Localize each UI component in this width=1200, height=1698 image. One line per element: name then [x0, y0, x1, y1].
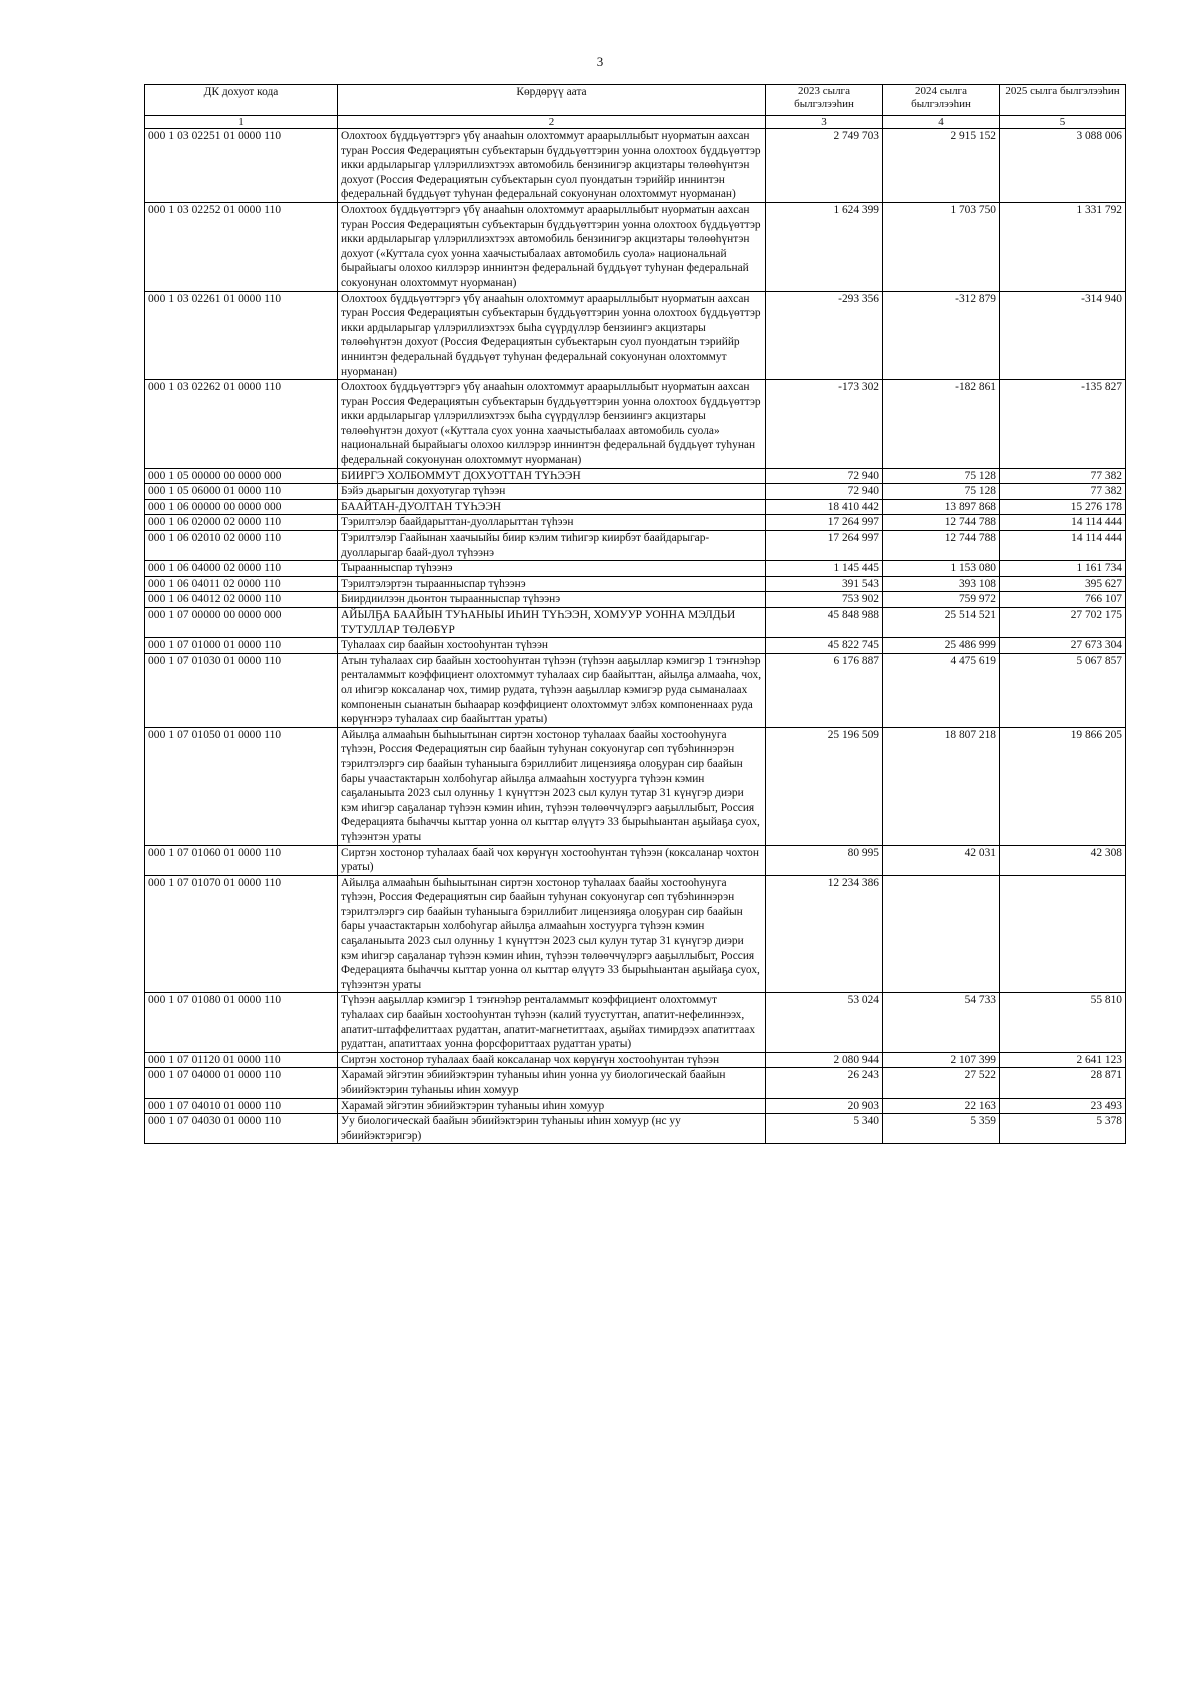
value-2023: 12 234 386 [766, 875, 883, 993]
col-number: 1 [145, 116, 338, 129]
table-row [145, 291, 1126, 380]
col-number: 2 [338, 116, 766, 129]
header-2024: 2024 сылга былгэлээһин [883, 85, 1000, 116]
value-2024: 22 163 [883, 1098, 1000, 1114]
revenue-name: Харамай эйгэтин эбиийэктэрин туһаныы иһин уонна уу биологическай баайын эбиийэктэрин туһаныы иһин хомуур [338, 1068, 766, 1098]
value-2023: 391 543 [766, 576, 883, 592]
value-2024: 1 153 080 [883, 561, 1000, 577]
value-2023: 6 176 887 [766, 653, 883, 727]
value-2025: 1 331 792 [1000, 202, 1126, 291]
revenue-name: Уу биологическай баайын эбиийэктэрин туһаныы иһин хомуур (нс уу эбиийэктэригэр) [338, 1114, 766, 1144]
value-2023: 17 264 997 [766, 515, 883, 531]
value-2024: 1 703 750 [883, 202, 1000, 291]
revenue-code: 000 1 07 01120 01 0000 110 [145, 1052, 338, 1068]
value-2023: 17 264 997 [766, 531, 883, 561]
value-2025: 15 276 178 [1000, 499, 1126, 515]
value-2025: 2 641 123 [1000, 1052, 1126, 1068]
value-2025: 395 627 [1000, 576, 1126, 592]
value-2024: 12 744 788 [883, 515, 1000, 531]
revenue-code: 000 1 06 00000 00 0000 000 [145, 499, 338, 515]
revenue-table [144, 84, 1126, 1144]
table-body [145, 129, 1126, 1144]
value-2024: 25 486 999 [883, 638, 1000, 654]
table-row [145, 845, 1126, 875]
table-row [145, 499, 1126, 515]
table-row [145, 484, 1126, 500]
revenue-code: 000 1 07 01030 01 0000 110 [145, 653, 338, 727]
revenue-name: Туһалаах сир баайын хостооһунтан түһээн [338, 638, 766, 654]
value-2024: 12 744 788 [883, 531, 1000, 561]
table-row [145, 202, 1126, 291]
revenue-code: 000 1 06 02010 02 0000 110 [145, 531, 338, 561]
value-2025: 19 866 205 [1000, 727, 1126, 845]
table-row [145, 129, 1126, 203]
table-row [145, 468, 1126, 484]
value-2024: -182 861 [883, 380, 1000, 469]
revenue-name: Олохтоох бүддьүөттэргэ үбү анааһын олохтоммут араарыллыбыт нуорматын аахсан туран Россия Федерациятын субъектарын бүддьүөттэрин уонна олохтоох бүддьүөттэр икки ардыларыгар үллэриллиэхтээх быһа сүүрдүллэр бензиингэ акцизтары төлөөһүнтэн дохуот (Россия Федерациятын субъектарын суол пуондатын тэриййр иннинтэн федеральнай бүддьүөт туһунан федеральнай сокуонунан олохтоммут нуорманан) [338, 291, 766, 380]
revenue-code: 000 1 06 02000 02 0000 110 [145, 515, 338, 531]
value-2025: 1 161 734 [1000, 561, 1126, 577]
revenue-name: БИИРГЭ ХОЛБОММУТ ДОХУОТТАН ТҮҺЭЭН [338, 468, 766, 484]
revenue-code: 000 1 07 04010 01 0000 110 [145, 1098, 338, 1114]
value-2024: 42 031 [883, 845, 1000, 875]
value-2024: 27 522 [883, 1068, 1000, 1098]
revenue-code: 000 1 07 01080 01 0000 110 [145, 993, 338, 1052]
table-row [145, 875, 1126, 993]
value-2023: 20 903 [766, 1098, 883, 1114]
value-2025: 42 308 [1000, 845, 1126, 875]
table-row [145, 608, 1126, 638]
col-number: 3 [766, 116, 883, 129]
value-2023: 25 196 509 [766, 727, 883, 845]
table-row [145, 380, 1126, 469]
table-row [145, 993, 1126, 1052]
value-2023: 72 940 [766, 484, 883, 500]
value-2025: -314 940 [1000, 291, 1126, 380]
table-row [145, 561, 1126, 577]
table-row [145, 1052, 1126, 1068]
revenue-name: Олохтоох бүддьүөттэргэ үбү анааһын олохтоммут араарыллыбыт нуорматын аахсан туран Россия Федерациятын субъектарын бүддьүөттэрин уонна олохтоох бүддьүөттэр икки ардыларыгар үллэриллиэхтээх автомобиль бензинигэр акцизтары төлөөһүнтэн дохуот (Россия Федерациятын субъектарын суол пуондатын тэриййр иннинтэн федеральнай бүддьүөт туһунан федеральнай сокуонунан олохтоммут нуорманан) [338, 129, 766, 203]
value-2025: 3 088 006 [1000, 129, 1126, 203]
value-2024: 2 107 399 [883, 1052, 1000, 1068]
value-2024: 13 897 868 [883, 499, 1000, 515]
revenue-code: 000 1 03 02252 01 0000 110 [145, 202, 338, 291]
revenue-name: Атын туһалаах сир баайын хостооһунтан түһээн (түһээн ааҕыллар кэмигэр 1 тэҥнэһэр ренталаммыт коэффициент олохтоммут туһалаах сир баайыттан, айылҕа алмааһа, чох, ол иһигэр коксаланар чох, тимир рудата, түһээн ааҕыллар кэмигэр руда сыманалаах компоненын сыанатын быһаарар коэффициент олохтоммут элбэх компоненнаах руда көрүҥнэрэ туһалаах сир баайыттан ураты) [338, 653, 766, 727]
revenue-name: Тэрилтэлэр Гаайынан хаачыыйы биир кэлим тиһигэр киирбэт баайдарыгар-дуолларыгар баай-дуол түһээнэ [338, 531, 766, 561]
value-2024: 75 128 [883, 468, 1000, 484]
revenue-name: Сиртэн хостонор туһалаах баай коксаланар чох көрүҥүн хостооһунтан түһээн [338, 1052, 766, 1068]
table-header [145, 85, 1126, 129]
value-2023: 45 848 988 [766, 608, 883, 638]
value-2025 [1000, 875, 1126, 993]
table-row [145, 1068, 1126, 1098]
revenue-code: 000 1 03 02262 01 0000 110 [145, 380, 338, 469]
value-2023: 753 902 [766, 592, 883, 608]
value-2025: 77 382 [1000, 468, 1126, 484]
revenue-name: Биирдиилээн дьонтон тыраанныспар түһээнэ [338, 592, 766, 608]
revenue-name: Айылҕа алмааһын быһыытынан сиртэн хостонор туһалаах баайы хостооһунуга түһээн, Россия Федерациятын сир баайын туһунан сокуонугар сөп түбэһиннэрэн тэрилтэлэргэ сир баайын туһаныыга бэриллибит лицензияҕа олоҕуран сир баайын бары учаастактарын холбоһугар айылҕа алмааһын хостуурга түһээн кэмин саҕаланыыта 2023 сыл олунньу 1 күнүттэн 2023 сыл кулун тутар 31 күнүгэр диэри кэм иһигэр саҕаланар түһээн кэмин иһин, түһээн төлөөччүлэргэ ааҕыллыбыт, Россия Федерацията быһаччы кыттар уонна ол кыттар өлүүтэ 33 бырыһыантан аҕыйаҕа суох, түһээнтэн ураты [338, 727, 766, 845]
value-2024: 5 359 [883, 1114, 1000, 1144]
revenue-name: Бэйэ дьарыгын дохуотугар түһээн [338, 484, 766, 500]
revenue-code: 000 1 06 04000 02 0000 110 [145, 561, 338, 577]
revenue-name: БААЙТАН-ДУОЛТАН ТҮҺЭЭН [338, 499, 766, 515]
value-2025: 766 107 [1000, 592, 1126, 608]
value-2023: 2 080 944 [766, 1052, 883, 1068]
revenue-code: 000 1 07 01060 01 0000 110 [145, 845, 338, 875]
revenue-code: 000 1 03 02261 01 0000 110 [145, 291, 338, 380]
table-row [145, 1098, 1126, 1114]
table-row [145, 592, 1126, 608]
value-2025: 14 114 444 [1000, 531, 1126, 561]
value-2025: 23 493 [1000, 1098, 1126, 1114]
value-2023: 72 940 [766, 468, 883, 484]
table-row [145, 576, 1126, 592]
value-2023: 5 340 [766, 1114, 883, 1144]
value-2023: 26 243 [766, 1068, 883, 1098]
revenue-name: Тэрилтэлэр баайдарыттан-дуолларыттан түһээн [338, 515, 766, 531]
value-2023: -293 356 [766, 291, 883, 380]
revenue-code: 000 1 07 01050 01 0000 110 [145, 727, 338, 845]
value-2025: 28 871 [1000, 1068, 1126, 1098]
revenue-code: 000 1 03 02251 01 0000 110 [145, 129, 338, 203]
value-2023: 1 624 399 [766, 202, 883, 291]
revenue-code: 000 1 06 04012 02 0000 110 [145, 592, 338, 608]
table-row [145, 515, 1126, 531]
value-2025: 5 378 [1000, 1114, 1126, 1144]
revenue-code: 000 1 05 00000 00 0000 000 [145, 468, 338, 484]
value-2025: 77 382 [1000, 484, 1126, 500]
value-2024: 18 807 218 [883, 727, 1000, 845]
revenue-name: Олохтоох бүддьүөттэргэ үбү анааһын олохтоммут араарыллыбыт нуорматын аахсан туран Россия Федерациятын субъектарын бүддьүөттэрин уонна олохтоох бүддьүөттэр икки ардыларыгар үллэриллиэхтээх автомобиль бензинигэр акцизтары төлөөһүнтэн дохуот («Куттала суох уонна хаачыстыбалаах автомобиль суола» национальнай бырайыагы олохоо киллэрэр иннинтэн федеральнай бүддьүөт туһунан федеральнай сокуонунан олохтоммут нуорманан) [338, 202, 766, 291]
value-2025: -135 827 [1000, 380, 1126, 469]
value-2025: 5 067 857 [1000, 653, 1126, 727]
value-2023: -173 302 [766, 380, 883, 469]
revenue-code: 000 1 07 01000 01 0000 110 [145, 638, 338, 654]
value-2023: 45 822 745 [766, 638, 883, 654]
table-row [145, 638, 1126, 654]
revenue-name: Олохтоох бүддьүөттэргэ үбү анааһын олохтоммут араарыллыбыт нуорматын аахсан туран Россия Федерациятын субъектарын бүддьүөттэрин уонна олохтоох бүддьүөттэр икки ардыларыгар үллэриллиэхтээх быһа сүүрдүллэр бензиингэ акцизтары төлөөһүнтэн дохуот («Куттала суох уонна хаачыстыбалаах автомобиль суола» национальнай бырайыагы олохоо киллэрэр иннинтэн федеральнай бүддьүөт туһунан федеральнай сокуонунан олохтоммут нуорманан) [338, 380, 766, 469]
revenue-name: Түһээн ааҕыллар кэмигэр 1 тэҥнэһэр ренталаммыт коэффициент олохтоммут туһалаах сир баайын хостооһунтан түһээн (калий туустуттан, апатит-нефелиннээх, апатит-штаффелиттаах рудаттан, апатит-магнетиттаах, аҕыйах тимирдээх апатиттаах рудаттан, апатиттаах уонна форсфориттаах рудаттан ураты) [338, 993, 766, 1052]
header-2023: 2023 сылга былгэлээһин [766, 85, 883, 116]
table-row [145, 531, 1126, 561]
col-number: 4 [883, 116, 1000, 129]
table-row [145, 727, 1126, 845]
value-2024: 75 128 [883, 484, 1000, 500]
value-2024: 4 475 619 [883, 653, 1000, 727]
table-row [145, 653, 1126, 727]
value-2023: 80 995 [766, 845, 883, 875]
header-code: ДК дохуот кода [145, 85, 338, 116]
value-2025: 14 114 444 [1000, 515, 1126, 531]
value-2024: 2 915 152 [883, 129, 1000, 203]
revenue-name: Сиртэн хостонор туһалаах баай чох көрүҥүн хостооһунтан түһээн (коксаланар чохтон ураты) [338, 845, 766, 875]
value-2023: 2 749 703 [766, 129, 883, 203]
header-2025: 2025 сылга былгэлээһин [1000, 85, 1126, 116]
value-2024 [883, 875, 1000, 993]
revenue-name: Харамай эйгэтин эбиийэктэрин туһаныы иһин хомуур [338, 1098, 766, 1114]
revenue-name: АЙЫЛҔА БААЙЫН ТУҺАНЫЫ ИҺИН ТҮҺЭЭН, ХОМУУР УОННА МЭЛДЬИ ТУТУЛЛАР ТӨЛӨБҮР [338, 608, 766, 638]
value-2024: 54 733 [883, 993, 1000, 1052]
revenue-code: 000 1 07 04000 01 0000 110 [145, 1068, 338, 1098]
value-2024: -312 879 [883, 291, 1000, 380]
value-2024: 393 108 [883, 576, 1000, 592]
revenue-code: 000 1 05 06000 01 0000 110 [145, 484, 338, 500]
value-2023: 53 024 [766, 993, 883, 1052]
page-number: 3 [596, 54, 604, 69]
revenue-name: Тыраанныспар түһээнэ [338, 561, 766, 577]
revenue-code: 000 1 07 01070 01 0000 110 [145, 875, 338, 993]
value-2023: 1 145 445 [766, 561, 883, 577]
value-2025: 27 702 175 [1000, 608, 1126, 638]
revenue-name: Айылҕа алмааһын быһыытынан сиртэн хостонор туһалаах баайы хостооһунуга түһээн, Россия Федерациятын сир баайын туһунан сокуонугар сөп түбэһиннэрэн тэрилтэлэргэ сир баайын туһаныыга бэриллибит лицензияҕа олоҕуран сир баайын бары учаастактарын холбоһугар айылҕа алмааһын хостуурга түһээн кэмин саҕаланыыта 2023 сыл олунньу 1 күнүттэн 2023 сыл кулун тутар 31 күнүгэр диэри кэм иһигэр саҕаланар түһээн кэмин иһин, түһээн төлөөччүлэргэ ааҕыллыбыт, Россия Федерацията быһаччы кыттар уонна ол кыттар өлүүтэ 33 бырыһыантан аҕыйаҕа суох, түһээнтэн ураты [338, 875, 766, 993]
value-2023: 18 410 442 [766, 499, 883, 515]
table-row [145, 1114, 1126, 1144]
header-name: Көрдөрүү аата [338, 85, 766, 116]
value-2024: 759 972 [883, 592, 1000, 608]
value-2025: 27 673 304 [1000, 638, 1126, 654]
value-2025: 55 810 [1000, 993, 1126, 1052]
value-2024: 25 514 521 [883, 608, 1000, 638]
col-number: 5 [1000, 116, 1126, 129]
revenue-name: Тэрилтэлэртэн тыраанныспар түһээнэ [338, 576, 766, 592]
revenue-code: 000 1 06 04011 02 0000 110 [145, 576, 338, 592]
revenue-code: 000 1 07 04030 01 0000 110 [145, 1114, 338, 1144]
revenue-code: 000 1 07 00000 00 0000 000 [145, 608, 338, 638]
